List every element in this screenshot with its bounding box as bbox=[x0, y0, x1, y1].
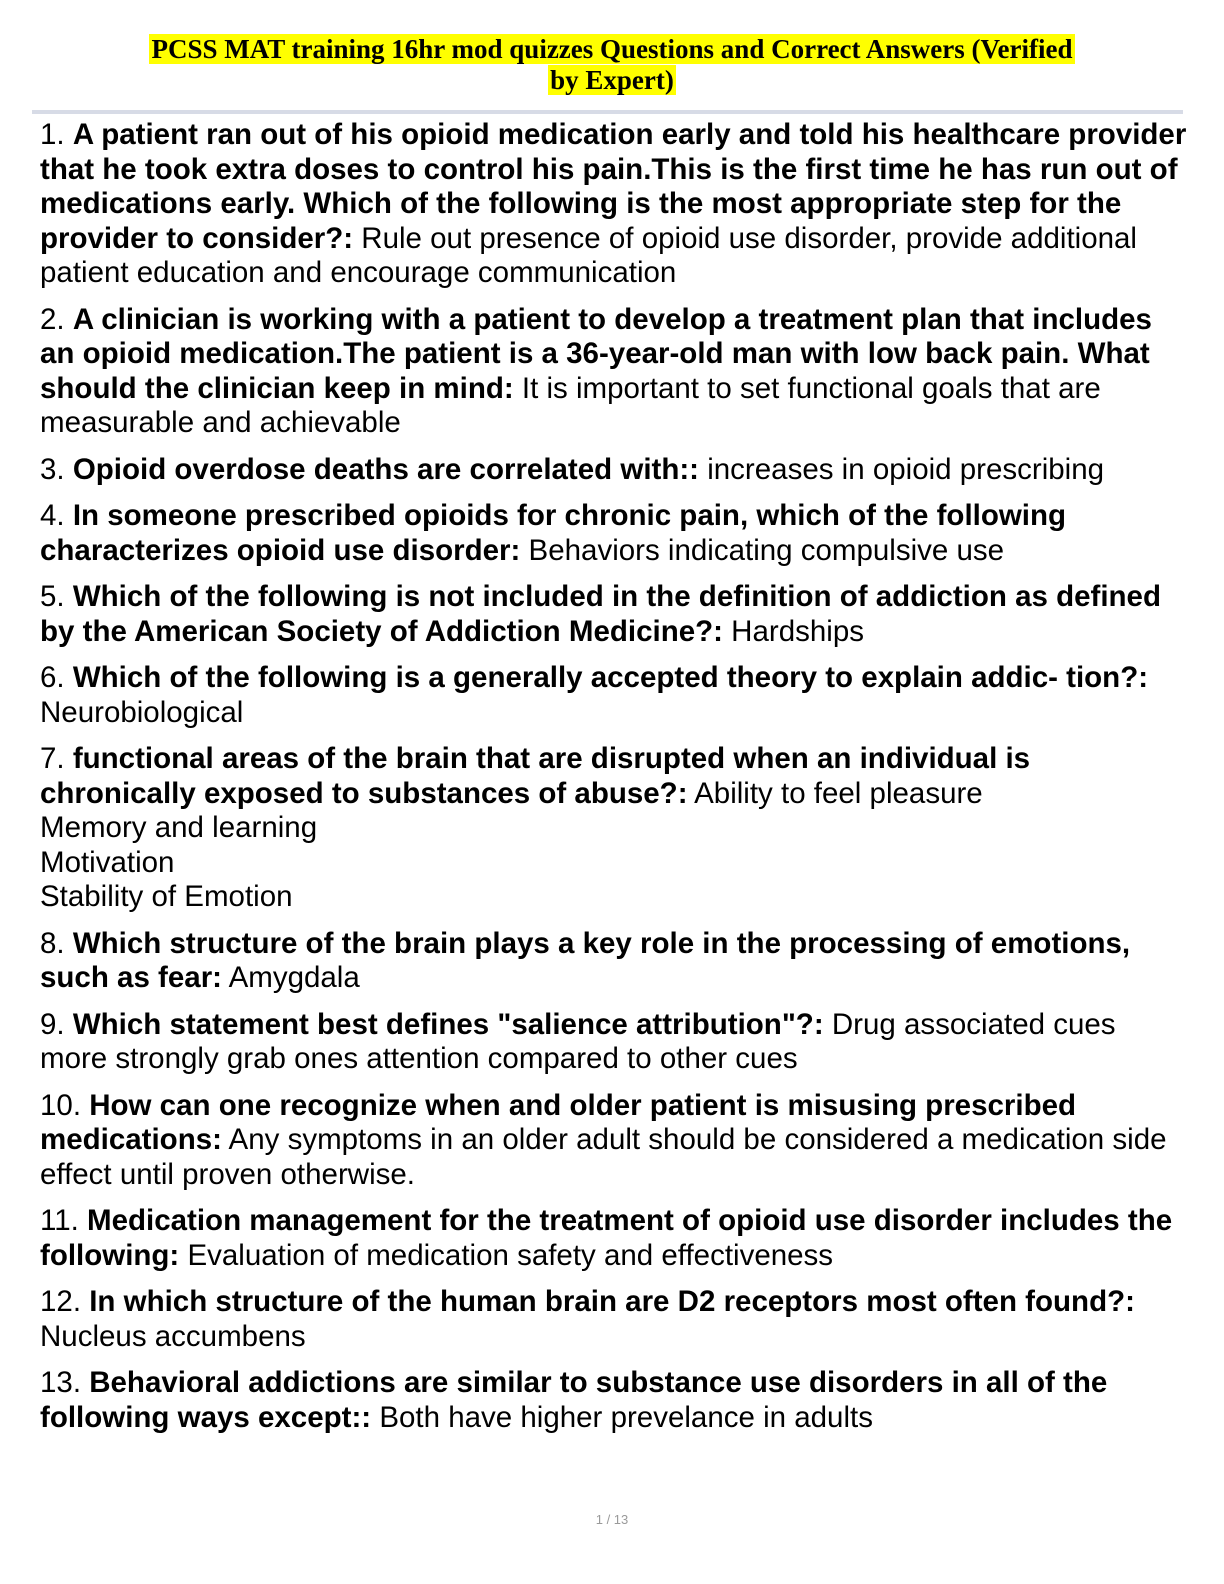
question-number: 3. bbox=[40, 452, 65, 486]
question-text: A patient ran out of his opioid medication early and told his healthcare provider that he took extra doses to control his pain.This is the first time he has run out of medications early. Which of the following is the most appropriate step for the provider to consider?: bbox=[40, 118, 1187, 255]
document-title bbox=[0, 34, 1224, 96]
question-number: 11. bbox=[40, 1204, 79, 1237]
question-number: 1. bbox=[40, 118, 65, 151]
qa-item bbox=[40, 1204, 1188, 1273]
answer-text: Drug associated cues more strongly grab ones attention compared to other cues bbox=[40, 1007, 1116, 1075]
qa-item bbox=[40, 927, 1188, 996]
question-text: How can one recognize when and older patient is misusing prescribed medications: bbox=[40, 1088, 1077, 1156]
answer-text: increases in opioid prescribing bbox=[707, 452, 1105, 486]
answer-text: Ability to feel pleasure Memory and learning Motivation Stability of Emotion bbox=[40, 776, 983, 913]
question-number: 2. bbox=[40, 302, 65, 336]
question-number: 10. bbox=[40, 1088, 82, 1122]
question-number: 12. bbox=[40, 1285, 82, 1318]
question-number: 7. bbox=[40, 742, 65, 775]
answer-text: It is important to set functional goals that are measurable and achievable bbox=[40, 371, 1101, 439]
answer-text: Any symptoms in an older adult should be considered a medication side effect until proven otherwise. bbox=[40, 1123, 1167, 1191]
answer-text: Rule out presence of opioid use disorder, provide additional patient education and encourage communication bbox=[40, 221, 1137, 289]
title-divider bbox=[32, 110, 1183, 114]
qa-item bbox=[40, 1285, 1188, 1354]
question-text: In someone prescribed opioids for chronic pain, which of the following characterizes opioid use disorder: bbox=[40, 499, 1067, 567]
title-line-1: PCSS MAT training 16hr mod quizzes Questions and Correct Answers (Verified bbox=[151, 34, 1073, 64]
answer-text: Evaluation of medication safety and effectiveness bbox=[187, 1238, 834, 1272]
qa-item bbox=[40, 1008, 1188, 1077]
question-text: functional areas of the brain that are disrupted when an individual is chronically exposed to substances of abuse?: bbox=[40, 742, 1031, 810]
question-text: Which statement best defines "salience attribution"?: bbox=[72, 1007, 824, 1041]
qa-item bbox=[40, 661, 1188, 730]
answer-text: Nucleus accumbens bbox=[40, 1319, 306, 1353]
question-text: Behavioral addictions are similar to substance use disorders in all of the following ways except:: bbox=[40, 1366, 1108, 1434]
question-number: 8. bbox=[40, 926, 65, 960]
qa-item bbox=[40, 499, 1188, 568]
question-text: Which of the following is a generally accepted theory to explain addic- tion?: bbox=[72, 661, 1149, 694]
question-number: 9. bbox=[40, 1007, 65, 1041]
question-text: Opioid overdose deaths are correlated with:: bbox=[72, 452, 700, 486]
page-number: 1 / 13 bbox=[595, 1512, 629, 1527]
answer-text: Behaviors indicating compulsive use bbox=[528, 533, 1005, 567]
qa-item bbox=[40, 580, 1188, 649]
answer-text: Both have higher prevelance in adults bbox=[379, 1400, 873, 1434]
question-text: Which of the following is not included in the definition of addiction as defined by the American Society of Addiction Medicine?: bbox=[40, 580, 1161, 648]
question-text: In which structure of the human brain are D2 receptors most often found?: bbox=[89, 1285, 1135, 1318]
qa-item bbox=[40, 453, 1188, 488]
question-text: Medication management for the treatment of opioid use disorder includes the following: bbox=[40, 1204, 1173, 1272]
qa-item bbox=[40, 303, 1188, 441]
qa-item bbox=[40, 1089, 1188, 1193]
qa-item bbox=[40, 1366, 1188, 1435]
question-text: A clinician is working with a patient to develop a treatment plan that includes an opioid medication.The patient is a 36-year-old man with low back pain. What should the clinician keep in mind: bbox=[40, 302, 1152, 405]
answer-text: Neurobiological bbox=[40, 695, 244, 729]
question-number: 13. bbox=[40, 1366, 82, 1399]
qa-item bbox=[40, 742, 1188, 915]
qa-list bbox=[40, 118, 1188, 1447]
question-number: 5. bbox=[40, 580, 65, 613]
qa-item bbox=[40, 118, 1188, 291]
question-number: 6. bbox=[40, 661, 65, 694]
question-text: Which structure of the brain plays a key role in the processing of emotions, such as fear: bbox=[40, 926, 1131, 994]
question-number: 4. bbox=[40, 499, 65, 532]
answer-text: Hardships bbox=[731, 614, 864, 648]
title-line-2: by Expert) bbox=[550, 65, 674, 95]
answer-text: Amygdala bbox=[228, 961, 360, 994]
